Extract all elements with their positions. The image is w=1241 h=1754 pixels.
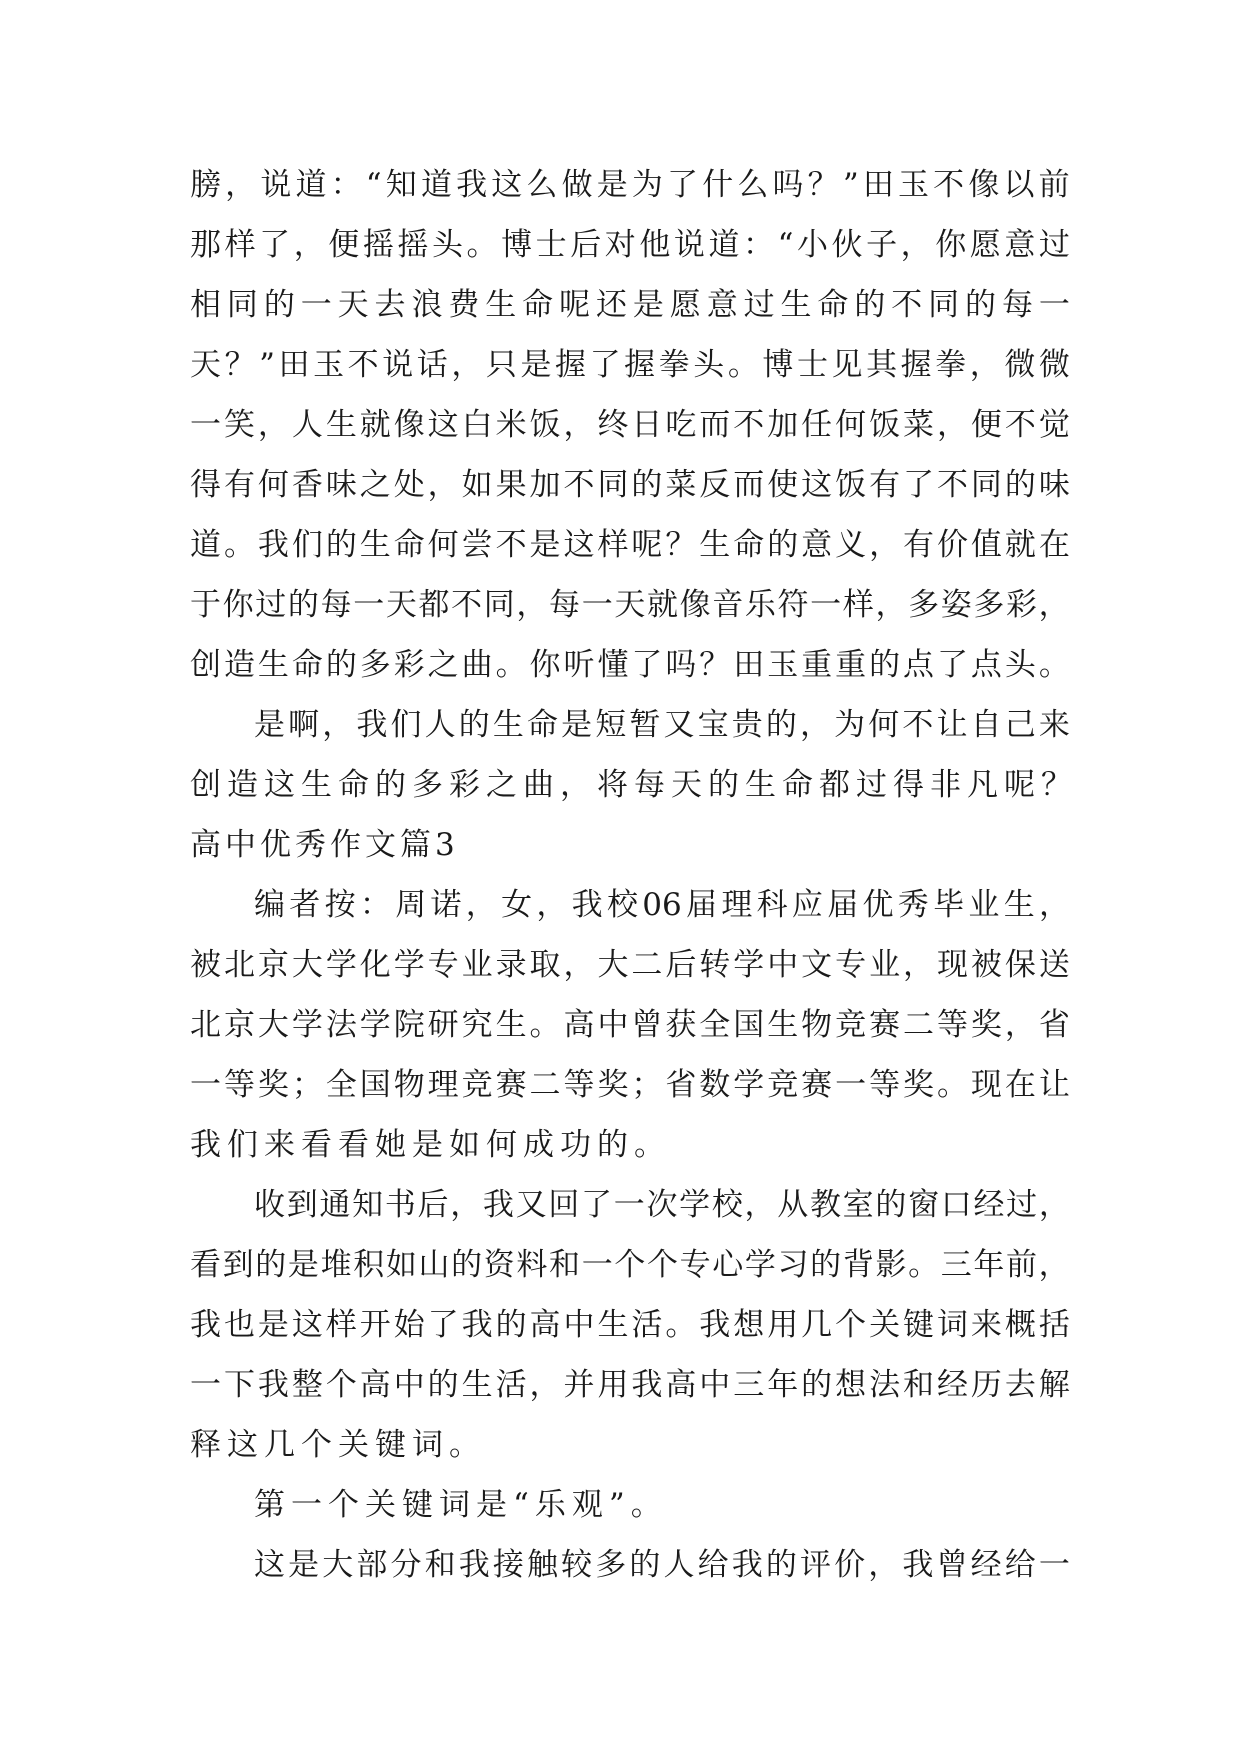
text-line: 北 京 大 学 法 学 院 研 究 生 。 高 中 曾 获 全 国 生 物 竞 赛 二 等 奖 ， 省 (190, 1007, 1070, 1043)
text-line: 我 们 来 看 看 她 是 如 何 成 功 的 。 (190, 1127, 665, 1163)
text-line: 收 到 通 知 书 后 ， 我 又 回 了 一 次 学 校 ， 从 教 室 的 窗 口 经 过 ， (254, 1187, 1070, 1223)
text-line: 创 造 生 命 的 多 彩 之 曲 。 你 听 懂 了 吗 ？ 田 玉 重 重 的 点 了 点 头 。 (190, 647, 1070, 683)
text-line: 我 也 是 这 样 开 始 了 我 的 高 中 生 活 。 我 想 用 几 个 关 键 词 来 概 括 (190, 1307, 1070, 1343)
text-line: 一 下 我 整 个 高 中 的 生 活 ， 并 用 我 高 中 三 年 的 想 法 和 经 历 去 解 (190, 1367, 1070, 1403)
text-line: 于 你 过 的 每 一 天 都 不 同 ， 每 一 天 就 像 音 乐 符 一 样 ， 多 姿 多 彩 ， (190, 587, 1070, 623)
text-line: 道 。 我 们 的 生 命 何 尝 不 是 这 样 呢 ？ 生 命 的 意 义 ， 有 价 值 就 在 (190, 527, 1070, 563)
text-line: 创 造 这 生 命 的 多 彩 之 曲 ， 将 每 天 的 生 命 都 过 得 非 凡 呢 ？ (190, 767, 1072, 803)
text-line: 看 到 的 是 堆 积 如 山 的 资 料 和 一 个 个 专 心 学 习 的 背 影 。 三 年 前 ， (190, 1247, 1070, 1283)
text-line: 第 一 个 关 键 词 是 “ 乐 观 ” 。 (254, 1487, 662, 1523)
text-line: 相 同 的 一 天 去 浪 费 生 命 呢 还 是 愿 意 过 生 命 的 不 同 的 每 一 (190, 287, 1070, 323)
text-line: 天 ？ ” 田 玉 不 说 话 ， 只 是 握 了 握 拳 头 。 博 士 见 其 握 拳 ， 微 微 (190, 347, 1070, 383)
section-heading: 高 中 优 秀 作 文 篇 3 (190, 827, 456, 863)
text-line: 膀 ， 说 道 ： “ 知 道 我 这 么 做 是 为 了 什 么 吗 ？ ” 田 玉 不 像 以 前 (190, 167, 1070, 203)
document-body (190, 155, 1070, 1595)
text-line: 一 笑 ， 人 生 就 像 这 白 米 饭 ， 终 日 吃 而 不 加 任 何 饭 菜 ， 便 不 觉 (190, 407, 1070, 443)
text-line: 编 者 按 ： 周 诺 ， 女 ， 我 校 06 届 理 科 应 届 优 秀 毕 业 生 ， (254, 887, 1070, 923)
text-line: 那 样 了 ， 便 摇 摇 头 。 博 士 后 对 他 说 道 ： “ 小 伙 子 ， 你 愿 意 过 (190, 227, 1070, 263)
text-line: 一 等 奖 ； 全 国 物 理 竞 赛 二 等 奖 ； 省 数 学 竞 赛 一 等 奖 。 现 在 让 (190, 1067, 1070, 1103)
text-line: 这 是 大 部 分 和 我 接 触 较 多 的 人 给 我 的 评 价 ， 我 曾 经 给 一 (254, 1547, 1070, 1583)
text-line: 被 北 京 大 学 化 学 专 业 录 取 ， 大 二 后 转 学 中 文 专 业 ， 现 被 保 送 (190, 947, 1070, 983)
text-line: 释 这 几 个 关 键 词 。 (190, 1427, 480, 1463)
text-line: 得 有 何 香 味 之 处 ， 如 果 加 不 同 的 菜 反 而 使 这 饭 有 了 不 同 的 味 (190, 467, 1070, 503)
text-line: 是 啊 ， 我 们 人 的 生 命 是 短 暂 又 宝 贵 的 ， 为 何 不 让 自 己 来 (254, 707, 1070, 743)
